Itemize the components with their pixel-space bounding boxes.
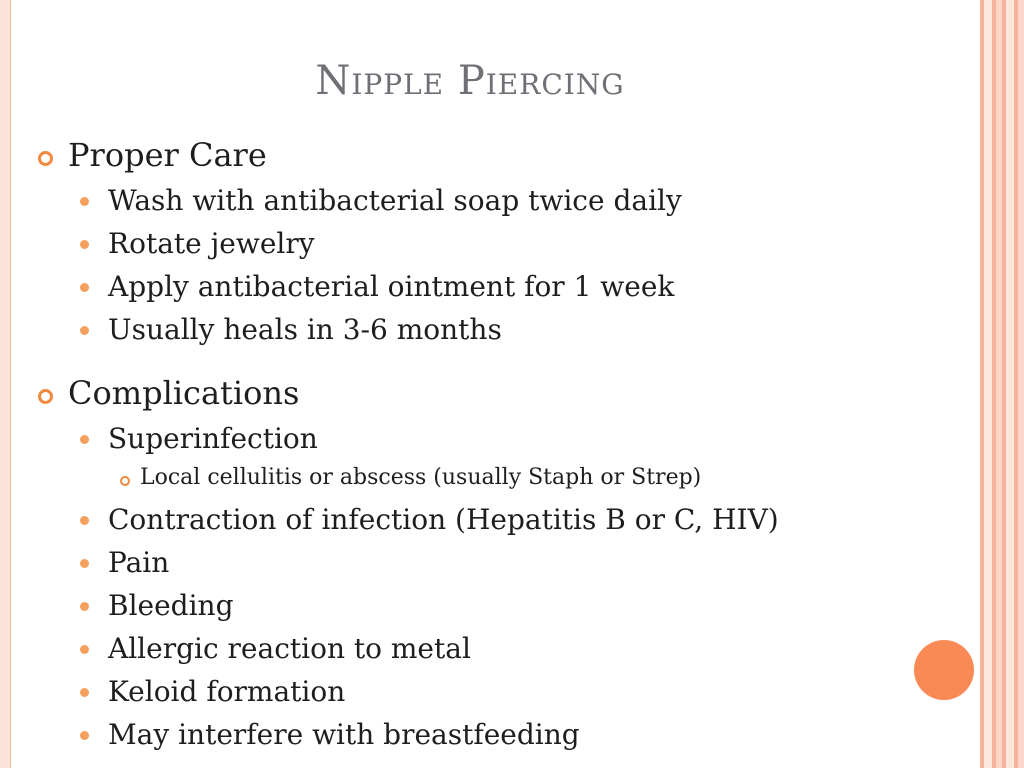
dot-bullet-icon: [80, 197, 89, 206]
right-decorative-stripes: [980, 0, 1024, 768]
dot-bullet-icon: [80, 688, 89, 697]
dot-bullet-icon: [80, 602, 89, 611]
section-heading-complications: Complications: [68, 374, 300, 412]
list-item: May interfere with breastfeeding: [108, 718, 580, 751]
dot-bullet-icon: [80, 645, 89, 654]
ring-bullet-icon: [38, 151, 53, 166]
dot-bullet-icon: [80, 731, 89, 740]
sub-list-item: Local cellulitis or abscess (usually Staph or Strep): [140, 465, 702, 490]
list-item: Allergic reaction to metal: [108, 632, 471, 665]
list-item: Apply antibacterial ointment for 1 week: [108, 270, 675, 303]
list-item: Wash with antibacterial soap twice daily: [108, 184, 682, 217]
dot-bullet-icon: [80, 435, 89, 444]
left-border: [0, 0, 11, 768]
dot-bullet-icon: [80, 240, 89, 249]
decorative-circle: [914, 640, 974, 700]
list-item: Pain: [108, 546, 170, 579]
ring-bullet-icon: [38, 389, 53, 404]
dot-bullet-icon: [80, 283, 89, 292]
list-item: Contraction of infection (Hepatitis B or C, HIV): [108, 503, 779, 536]
small-ring-bullet-icon: [120, 476, 130, 486]
list-item: Rotate jewelry: [108, 227, 315, 260]
list-item: Keloid formation: [108, 675, 346, 708]
list-item: Usually heals in 3-6 months: [108, 313, 502, 346]
list-item: Superinfection: [108, 422, 318, 455]
dot-bullet-icon: [80, 559, 89, 568]
slide-title: Nipple Piercing: [315, 58, 625, 104]
dot-bullet-icon: [80, 326, 89, 335]
section-heading-proper-care: Proper Care: [68, 136, 267, 174]
list-item: Bleeding: [108, 589, 234, 622]
dot-bullet-icon: [80, 516, 89, 525]
